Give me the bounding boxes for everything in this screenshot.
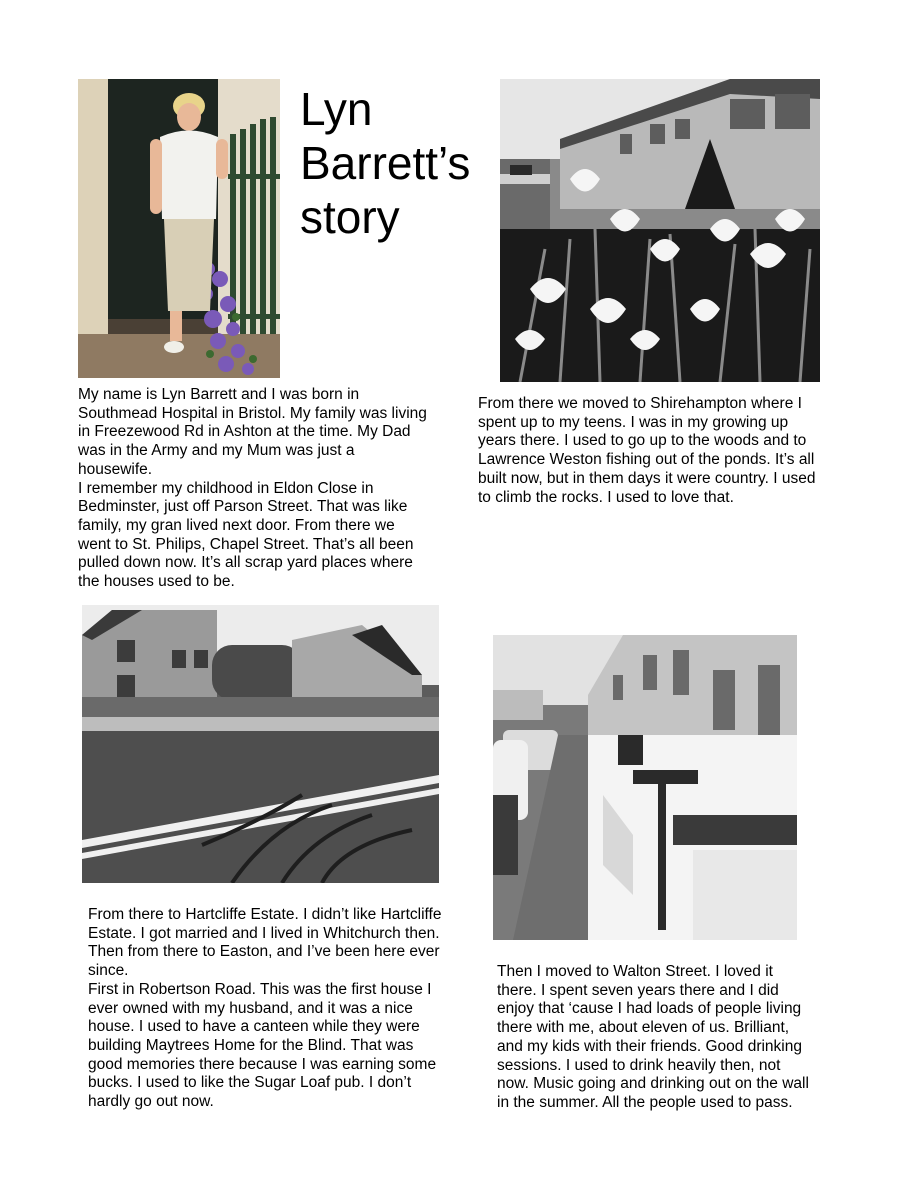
- hartcliffe-estate-photo: [82, 605, 439, 883]
- shirehampton-text: [478, 395, 823, 507]
- paragraph-childhood: I remember my childhood in Eldon Close in Bedminster, just off Parson Street. That was like family, my gran lived next door. From there we went to St. Philips, Chapel Street. That’s all been pulled down now. It’s all scrap yard places where the houses used to be.: [78, 479, 414, 591]
- paragraph-shirehampton: From there we moved to Shirehampton where I spent up to my teens. I was in my growing up years there. I used to go up to the woods and to Lawrence Weston fishing out of the ponds. It’s all built now, but in them days it were country. I used to climb the rocks. I used to love that.: [478, 395, 816, 506]
- paragraph-hartcliffe: From there to Hartcliffe Estate. I didn’t like Hartcliffe Estate. I got married and I lived in Whitchurch then. Then from there to Easton, and I’ve been here ever since.: [88, 906, 442, 980]
- paragraph-birth: My name is Lyn Barrett and I was born in Southmead Hospital in Bristol. My family was living in Freezewood Rd in Ashton at the time. My Dad was in the Army and my Mum was just a housewife.: [78, 386, 427, 478]
- portrait-photo: [78, 79, 280, 378]
- page-title: Lyn Barrett’s story: [300, 83, 471, 243]
- paragraph-walton-street: Then I moved to Walton Street. I loved it there. I spent seven years there and I did enjoy that ‘cause I had loads of people living there with me, about eleven of us. Brilliant, and my kids with their friends. Good drinking sessions. I used to drink heavily then, not now. Music going and drinking out on the wall in the summer. All the people used to pass.: [497, 963, 809, 1111]
- walton-street-photo: [493, 635, 797, 940]
- walton-street-text: [497, 963, 812, 1113]
- paragraph-robertson-road: First in Robertson Road. This was the first house I ever owned with my husband, and it was a nice house. I used to have a canteen while they were building Maytrees Home for the Blind. That was good memories there because I was earning some bucks. I used to like the Sugar Loaf pub. I don’t hardly go out now.: [88, 980, 437, 1111]
- iris-garden-photo: [500, 79, 820, 382]
- hartcliffe-text: [88, 906, 448, 1112]
- intro-text: [78, 386, 428, 592]
